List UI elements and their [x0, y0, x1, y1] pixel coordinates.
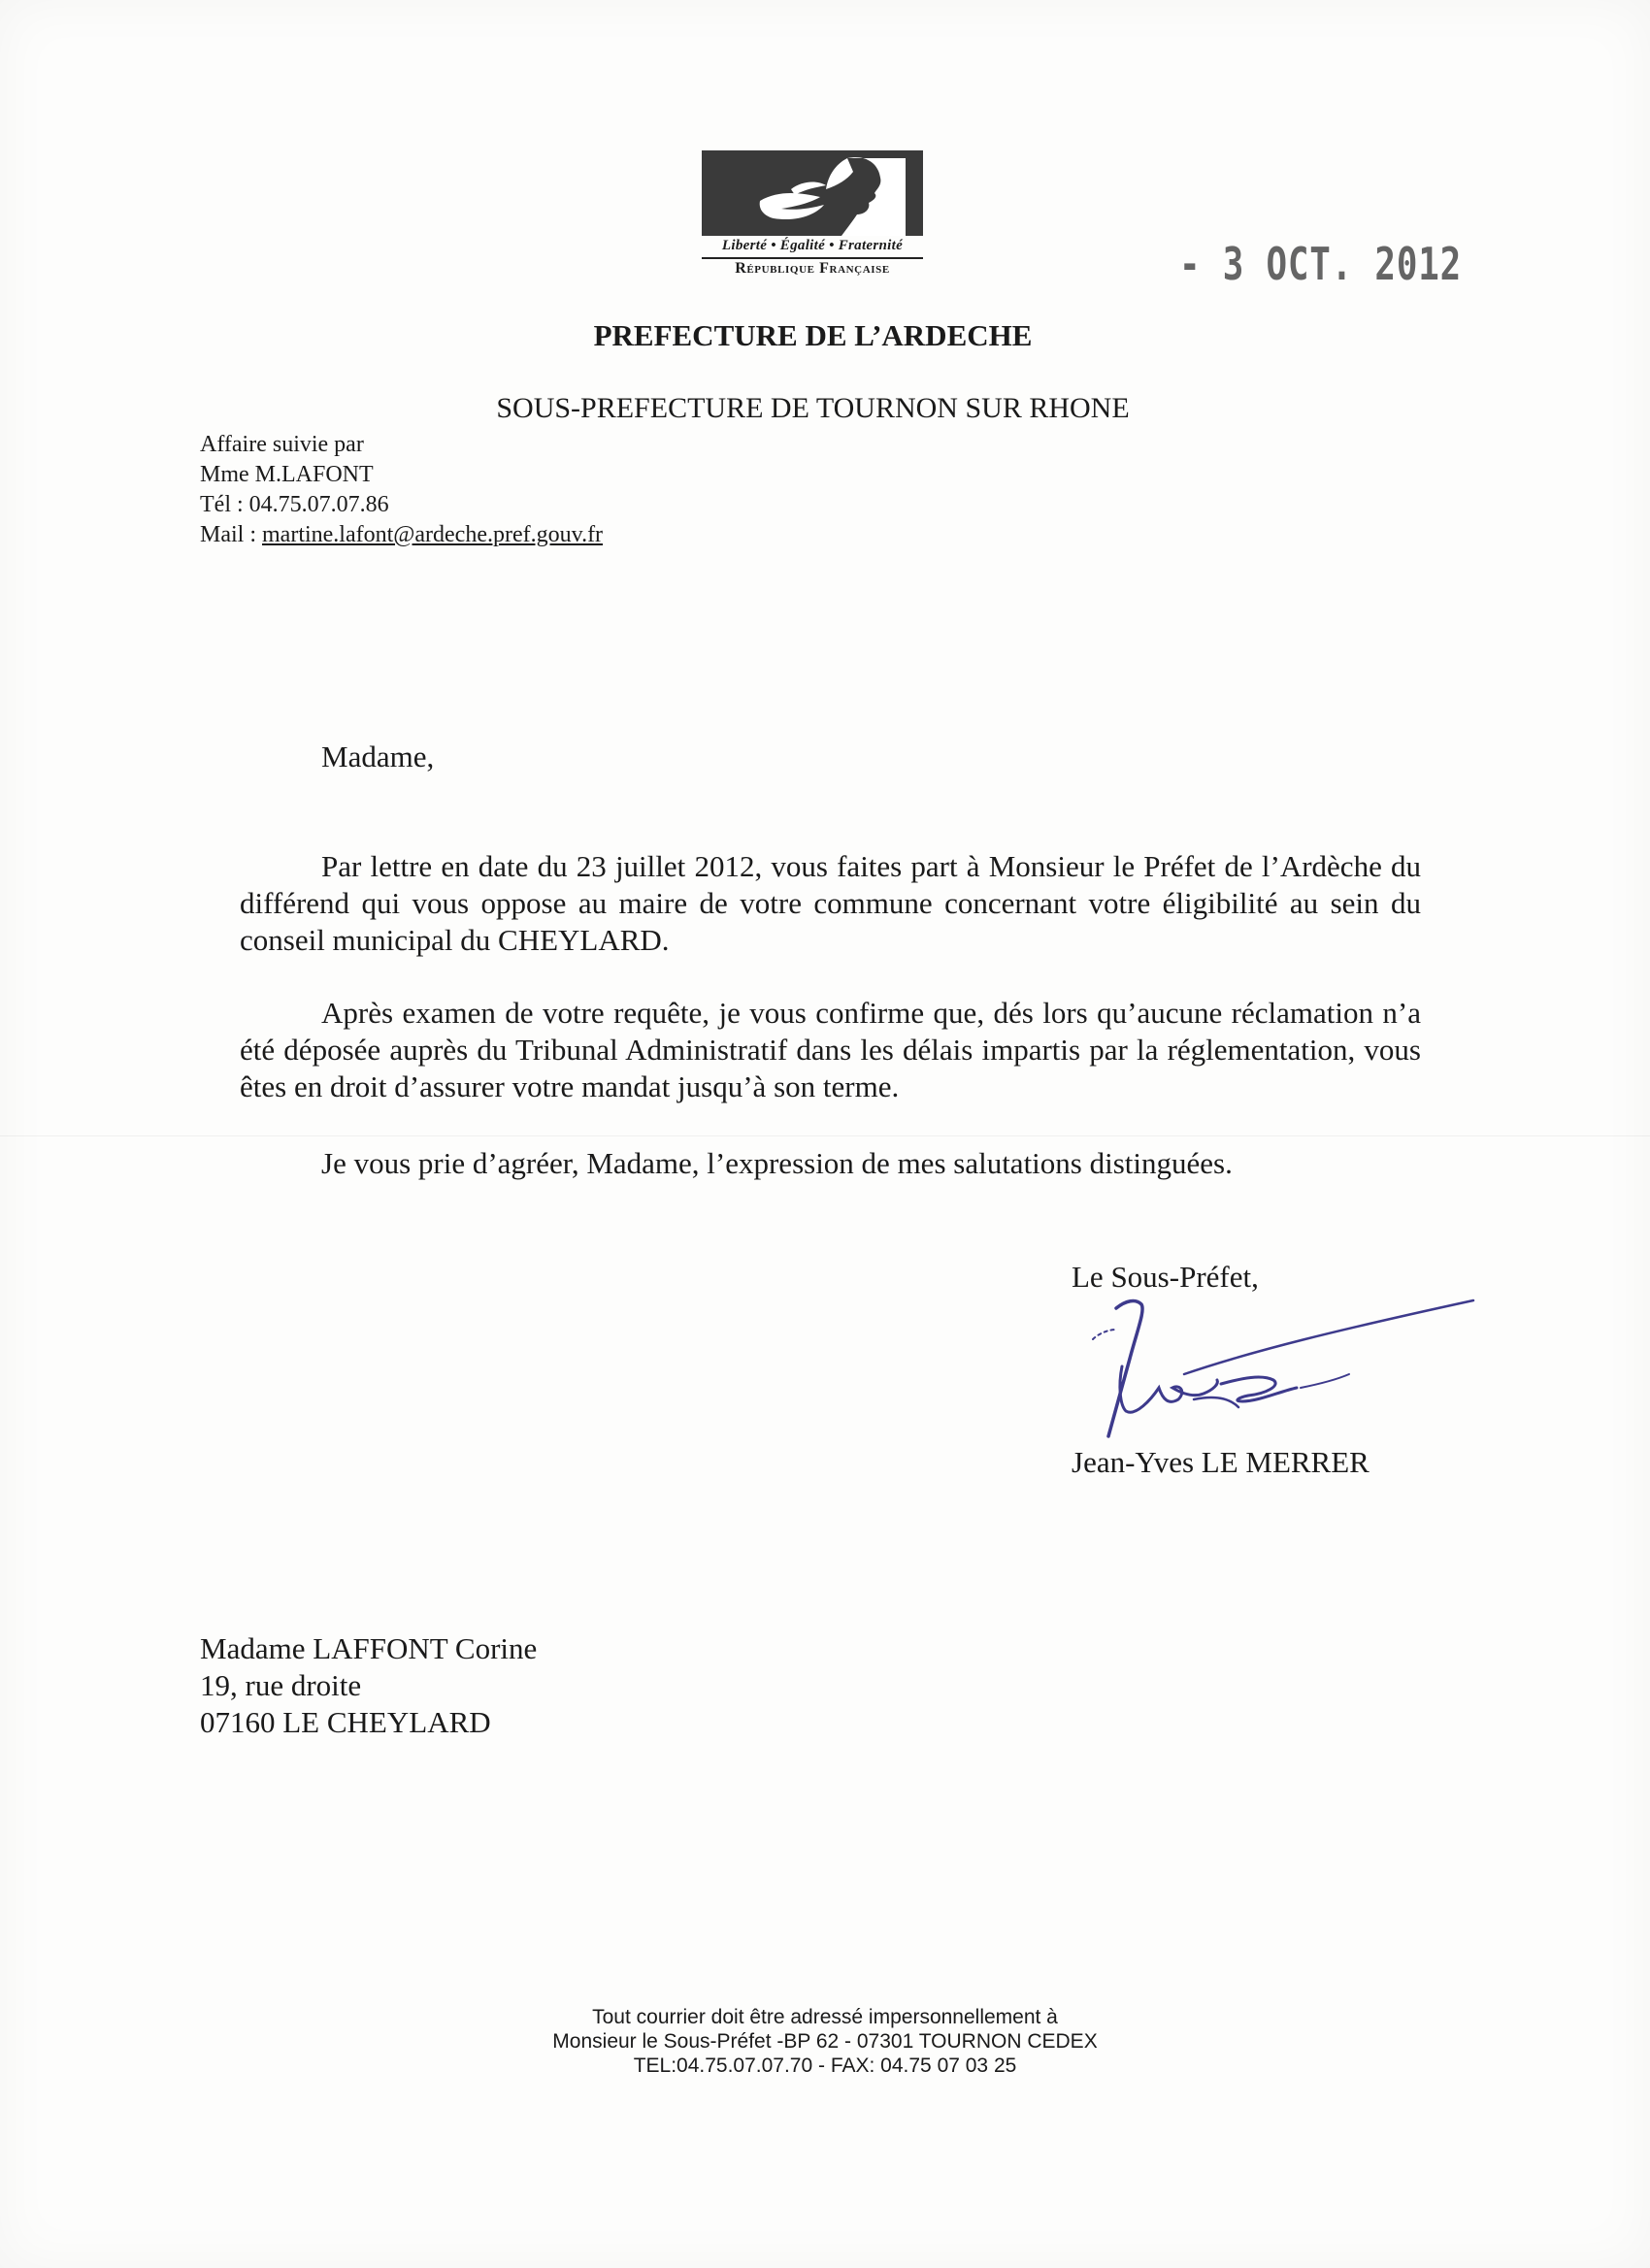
prefecture-title: PREFECTURE DE L’ARDECHE: [593, 318, 1033, 352]
contact-block: [200, 430, 603, 550]
contact-mail-row: [200, 520, 603, 550]
paragraph-1: [240, 848, 1421, 959]
recipient-address: [200, 1630, 537, 1741]
logo-motto: Liberté • Égalité • Fraternité: [721, 238, 904, 253]
footer-address: [0, 2005, 1650, 2078]
signatory-name: Jean-Yves LE MERRER: [1072, 1445, 1370, 1479]
paragraph-1-text: Par lettre en date du 23 juillet 2012, vous faites part à Monsieur le Préfet de l’Ardèche du différend qui vous oppose au maire de votre commune concernant votre éligibilité au sein du conseil municipal du CHEYLARD.: [240, 849, 1421, 957]
contact-name: Mme M.LAFONT: [200, 462, 374, 487]
paper-fold-line: [0, 1135, 1650, 1136]
footer-line-1: Tout courrier doit être adressé impersonnellement à: [592, 2006, 1058, 2028]
recipient-street: 19, rue droite: [200, 1668, 362, 1702]
contact-mail-label: Mail :: [200, 522, 262, 547]
footer-line-3: TEL:04.75.07.07.70 - FAX: 04.75 07 03 25: [633, 2054, 1017, 2077]
paragraph-2-text: Après examen de votre requête, je vous confirme que, dés lors qu’aucune réclamation n’a été déposée auprès du Tribunal Administratif dans les délais impartis par la réglementation, vous êtes en droit d’assurer votre mandat jusqu’à son terme.: [240, 996, 1421, 1103]
republique-francaise-logo: [700, 150, 925, 284]
paragraph-2: [240, 995, 1421, 1105]
contact-email-link[interactable]: martine.lafont@ardeche.pref.gouv.fr: [262, 522, 604, 547]
signatory-title: Le Sous-Préfet,: [1072, 1260, 1259, 1294]
contact-followed-by: Affaire suivie par: [200, 432, 364, 457]
closing-formula: Je vous prie d’agréer, Madame, l’expression de mes salutations distinguées.: [321, 1146, 1233, 1180]
marianne-profile-icon: [702, 150, 923, 236]
handwritten-signature: [1058, 1291, 1485, 1456]
footer-line-2: Monsieur le Sous-Préfet -BP 62 - 07301 TOURNON CEDEX: [552, 2030, 1098, 2053]
received-date-stamp: - 3 OCT. 2012: [1179, 238, 1462, 290]
logo-republique: République Française: [735, 260, 890, 277]
marianne-emblem: [702, 150, 923, 236]
sous-prefecture-title: SOUS-PREFECTURE DE TOURNON SUR RHONE: [496, 392, 1130, 424]
recipient-city: 07160 LE CHEYLARD: [200, 1705, 491, 1739]
contact-phone: Tél : 04.75.07.07.86: [200, 492, 389, 517]
logo-divider: [702, 257, 923, 259]
salutation: Madame,: [321, 740, 435, 773]
recipient-name: Madame LAFFONT Corine: [200, 1631, 538, 1665]
